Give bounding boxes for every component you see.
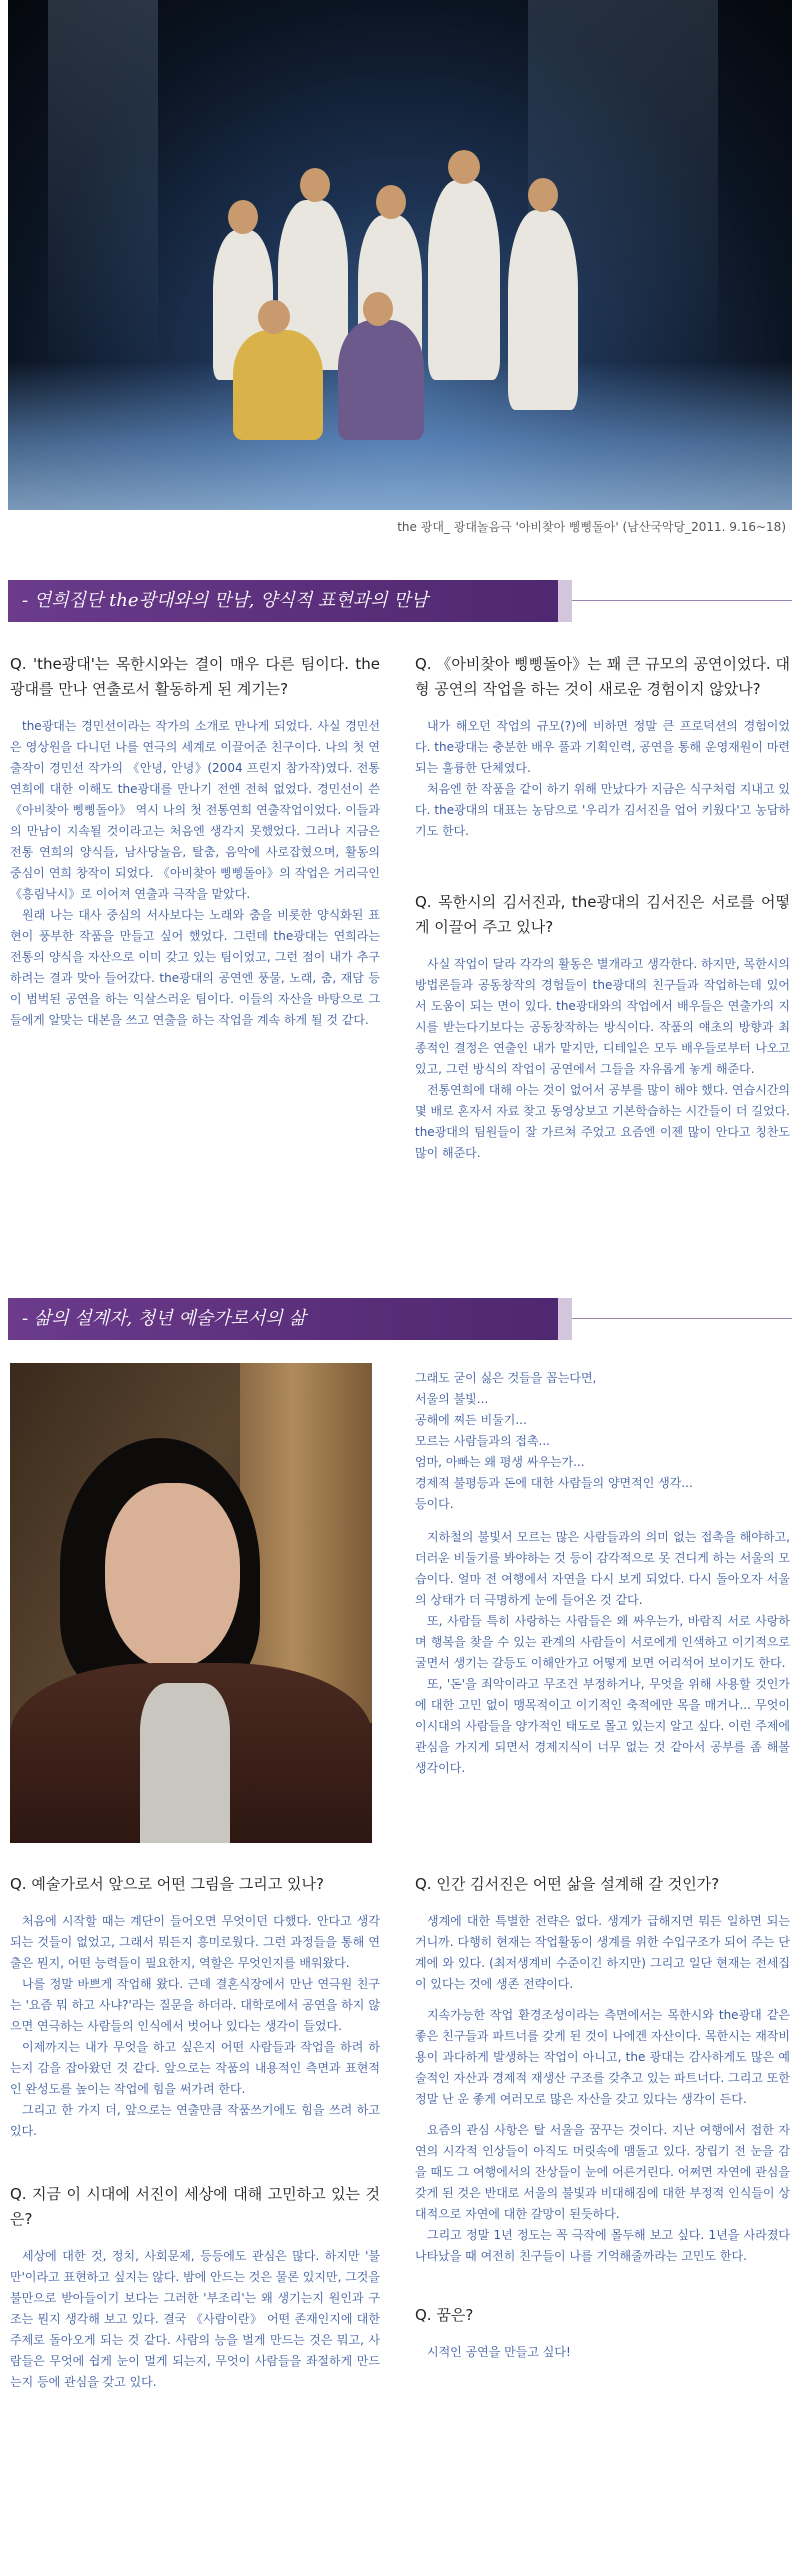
answer-paragraph: 내가 해오던 작업의 규모(?)에 비하면 정말 큰 프로덕션의 경험이었다. the광대는 충분한 배우 풀과 기획인력, 공연을 통해 운영재원이 마련되는 훌륭한 단체였다. — [415, 719, 790, 775]
answer-paragraph: 지속가능한 작업 환경조성이라는 측면에서는 목한시와 the광대 같은 좋은 친구들과 파트너를 갖게 된 것이 나에겐 자산이다. 목한시는 재작비용이 과다하게 발생하는 작업이 아니고, the 광대는 감사하게도 많은 예술적인 자산과 경제적 재생산 구조를 갖추고 있는 파트너다. 그리고 또한 정말 난 운 좋게 여러모로 많은 자산을 갖고 있다는 생각이 든다. — [415, 2008, 790, 2106]
performer-head — [448, 150, 480, 184]
poem-line: 엄마, 아빠는 왜 평생 싸우는가... — [415, 1455, 585, 1469]
answer-paragraph: 생계에 대한 특별한 전략은 없다. 생계가 급해지면 뭐든 일하면 되는 거니까. 다행히 현재는 작업활동이 생계를 위한 수입구조가 되어 주는 단계에 와 있다. (최저생계비 수준이긴 하지만) 그리고 일단 현재는 전세집이 있다는 것에 생존 전략이다. — [415, 1914, 790, 1991]
portrait-photo — [10, 1363, 372, 1843]
performer-head — [528, 178, 558, 212]
question: Q. 꿈은? — [415, 2306, 474, 2324]
answer-paragraph: 그리고 정말 1년 정도는 꼭 극작에 몰두해 보고 싶다. 1년을 사라졌다 나타났을 때 여전히 친구들이 나를 기억해줄까라는 고민도 한다. — [415, 2228, 790, 2263]
question: Q. 지금 이 시대에 서진이 세상에 대해 고민하고 있는 것은? — [10, 2185, 380, 2228]
photo-caption: the 광대_ 광대놀음극 '아비찾아 삥삥돌아' (남산국악당_2011. 9.16~18) — [397, 520, 786, 534]
performer-drummer — [338, 320, 424, 440]
question: Q. 예술가로서 앞으로 어떤 그림을 그리고 있나? — [10, 1875, 324, 1893]
question: Q. 인간 김서진은 어떤 삶을 설계해 갈 것인가? — [415, 1875, 720, 1893]
answer-paragraph: 요즘의 관심 사항은 탈 서울을 꿈꾸는 것이다. 지난 여행에서 접한 자연의 시각적 인상들이 아직도 머릿속에 맴돌고 있다. 장립기 전 눈을 감을 때도 그 여행에서의 잔상들이 눈에 어른거린다. 어쩌면 자연에 관심을 갖게 된 것은 반대로 서울의 불빛과 비대해짐에 대한 부정적 인식들이 상대적으로 자연에 대한 갈망이 된듯하다. — [415, 2123, 790, 2221]
paragraph: 지하철의 불빛서 모르는 많은 사람들과의 의미 없는 접촉을 해야하고, 더러운 비둘기를 봐야하는 것 등이 감각적으로 못 견디게 하는 서울의 모습이다. 얼마 전 여행에서 자연을 다시 보게 되었다. 다시 돌아오자 서울의 상태가 더 극명하게 눈에 들어온 것 같다. — [415, 1530, 790, 1607]
paragraph: 또, 사람들 특히 사랑하는 사람들은 왜 싸우는가, 바람직 서로 사랑하며 행복을 찾을 수 있는 관계의 사람들이 서로에게 인색하고 이기적으로 굴면서 생기는 갈등도 이해안가고 어떻게 보면 어리석어 보이기도 한다. — [415, 1614, 790, 1670]
answer-paragraph: 세상에 대한 것, 정치, 사회문제, 등등에도 관심은 많다. 하지만 '불만'이라고 표현하고 싶지는 않다. 밤에 안드는 것은 물론 있지만, 그것을 불만으로 받아들이기 보다는 그러한 '부조리'는 왜 생기는지 원인과 구조는 뭔지 생각해 보고 있다. 결국 《사람이란》 어떤 존재인지에 대한 주제로 돌아오게 되는 것 같다. 사람의 능을 벌게 만드는 것은 뭐고, 사람들은 무엇에 쉽게 눈이 멀게 되는지, 무엇이 사람들을 좌절하게 만드는지 등에 관심을 갖고 있다. — [10, 2249, 380, 2389]
performer-colorful — [233, 330, 323, 440]
section2-right-top — [415, 1368, 790, 1779]
poem — [415, 1368, 790, 1515]
section1-left-column — [10, 652, 380, 1031]
question: Q. 'the광대'는 목한시와는 결이 매우 다른 팀이다. the 광대를 만나 연출로서 활동하게 된 계기는? — [10, 655, 380, 698]
poem-line: 서울의 불빛... — [415, 1392, 489, 1406]
section-title-2: - 삶의 설계자, 청년 예술가로서의 삶 — [8, 1298, 558, 1340]
question: Q. 《아비찾아 삥삥돌아》는 꽤 큰 규모의 공연이었다. 대형 공연의 작업을 하는 것이 새로운 경험이지 않았나? — [415, 655, 790, 698]
section2-right-column — [415, 1872, 790, 2363]
performer-head — [258, 300, 290, 334]
answer-paragraph: 전통연희에 대해 아는 것이 없어서 공부를 많이 해야 했다. 연습시간의 몇 배로 혼자서 자료 찾고 동영상보고 기본학습하는 시간들이 더 길었다. the광대의 팀원들이 잘 가르쳐 주었고 요즘엔 이젠 많이 안다고 칭찬도 많이 해준다. — [415, 1083, 790, 1160]
answer-paragraph: 사실 작업이 달라 각각의 활동은 별개라고 생각한다. 하지만, 목한시의 방법론들과 공동창작의 경험들이 the광대의 친구들과 작업하는데 있어서 도움이 되는 면이 있다. the광대와의 작업에서 배우들은 연출가의 지시를 받는다기보다는 공동창작하는 방식이다. 작품의 얘초의 방향과 최종적인 결정은 연출인 내가 맡지만, 디테일은 모두 배우들로부터 나오고 있고, 그런 방식의 작업이 공연에서 그들을 자유롭게 놓게 해준다. — [415, 957, 790, 1076]
shirt — [140, 1683, 230, 1843]
performer-head — [376, 185, 406, 219]
answer-paragraph: 처음에 시작할 때는 계단이 들어오면 무엇이던 다했다. 안다고 생각되는 것들이 없었고, 그래서 뭐든지 흥미로웠다. 그런 과정들을 통해 연출은 뭔지, 어떤 능력들이 필요한지, 역할은 무엇인지를 배워왔다. — [10, 1914, 380, 1970]
answer-paragraph: 이제까지는 내가 무엇을 하고 싶은지 어떤 사람들과 작업을 하려 하는지 감을 잡아왔던 것 같다. 앞으로는 작품의 내용적인 측면과 표현적인 완성도를 높이는 작업에 힘을 써가려 한다. — [10, 2040, 380, 2096]
poem-line: 공해에 찌든 비둘기... — [415, 1413, 527, 1427]
stage-photo — [8, 0, 792, 510]
answer-paragraph: 원래 나는 대사 중심의 서사보다는 노래와 춤을 비롯한 양식화된 표현이 풍부한 작품을 만들고 싶어 했었다. 그런데 the광대는 연희라는 전통의 양식을 자산으로 이미 갖고 있는 팀이었고, 그런 점이 내가 추구하려는 결과 맞아 들어갔다. the광대의 공연엔 풍물, 노래, 춤, 재담 등이 범벅된 공연을 하는 익살스러운 팀이다. 이들의 자산을 바탕으로 그들에게 알맞는 대본을 쓰고 연출을 하는 작업을 계속 하게 될 것 같다. — [10, 908, 380, 1027]
poem-line: 모르는 사람들과의 접촉... — [415, 1434, 550, 1448]
paragraph: 또, '돈'을 죄악이라고 무조건 부정하거나, 무엇을 위해 사용할 것인가에 대한 고민 없이 맹목적이고 이기적인 축적에만 목을 매거나... 무엇이 이시대의 사람들을 양가적인 태도로 몰고 있는지 알고 싶다. 이런 주제에 관심을 가지게 되면서 경제지식이 너무 없는 것 같아서 공부를 좀 해볼 생각이다. — [415, 1677, 790, 1775]
performer — [428, 180, 500, 380]
performer-head — [228, 200, 258, 234]
answer-paragraph: 시적인 공연을 만들고 싶다! — [427, 2345, 571, 2359]
curtain-left — [48, 0, 158, 360]
face — [105, 1483, 240, 1668]
performer — [508, 210, 578, 410]
performer-head — [300, 168, 330, 202]
poem-line: 경제적 불평등과 돈에 대한 사람들의 양면적인 생각... — [415, 1476, 693, 1490]
answer-paragraph: 나를 정말 바쁘게 작업해 왔다. 근데 결혼식장에서 만난 연극원 친구는 '요즘 뭐 하고 사냐?'라는 질문을 하더라. 대학로에서 공연을 하지 않으면 연극하는 사람들의 인식에서 벗어나 있다는 생각이 들었다. — [10, 1977, 380, 2033]
section2-left-column — [10, 1872, 380, 2393]
performer-head — [363, 292, 393, 326]
answer-paragraph: 그리고 한 가지 더, 앞으로는 연출만큼 작품쓰기에도 힘을 쓰려 하고 있다. — [10, 2103, 380, 2138]
answer-paragraph: 처음엔 한 작품을 같이 하기 위해 만났다가 지금은 식구처럼 지내고 있다. the광대의 대표는 농담으로 '우리가 김서진을 업어 키웠다'고 농담하기도 한다. — [415, 782, 790, 838]
poem-line: 등이다. — [415, 1497, 454, 1511]
question: Q. 목한시의 김서진과, the광대의 김서진은 서로를 어떻게 이끌어 주고 있나? — [415, 893, 790, 936]
section1-right-column — [415, 652, 790, 1164]
section-title-1: - 연희집단 the광대와의 만남, 양식적 표현과의 만남 — [8, 580, 558, 622]
answer-paragraph: the광대는 경민선이라는 작가의 소개로 만나게 되었다. 사실 경민선은 영상원을 다니던 나를 연극의 세계로 이끌어준 친구이다. 나의 첫 연출작이 경민선 작가의 《안녕, 안녕》(2004 프린지 참가작)였다. 전통연희에 대한 이해도 the광대를 만나기 전엔 전혀 없었다. 경민선이 쓴 《아비찾아 삥삥돌아》 역시 나의 첫 전통연희 연출작업이었다. 이들과의 만남이 지속될 것이라고는 처음엔 생각지 못했었다. 그러나 지금은 전통 연희의 양식들, 남사당놀음, 탈춤, 음악에 사로잡혔으며, 활동의 중심이 연희 창작이 되었다. 《아비찾아 삥삥돌아》의 작업은 거리극인 《흥림낙시》로 이어져 연출과 극작을 맡았다. — [10, 719, 380, 901]
poem-line: 그래도 굳이 싫은 것들을 꼽는다면, — [415, 1371, 597, 1385]
